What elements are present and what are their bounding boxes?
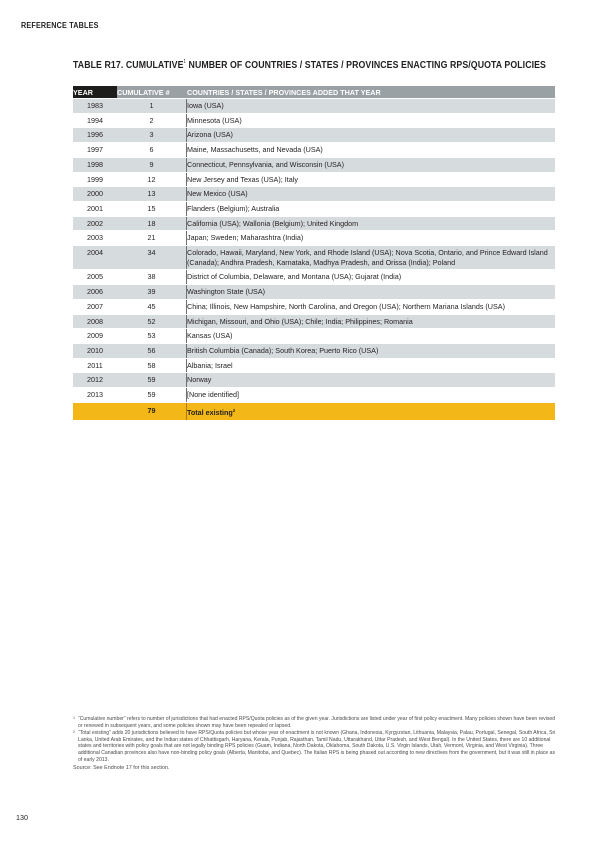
table-row [73,344,555,358]
footnote-text: “Total existing” adds 20 jurisdictions believed to have RPS/Quota policies but whose year of enactment is not known (Ghana, Indonesia, Kyrgyzstan, Lithuania, Malaysia, Palau, Portugal, Senegal, South Africa, Sri Lanka, United Arab Emirates, and the Indian states of Chhattisgarh, Haryana, Kerala, Punjab, Rajasthan, Tamil Nadu, Uttarakhand, Uttar Pradesh, and West Bengal). In the United States, there are 10 additional states and territories with policy goals that are not legally binding RPS policies (Guam, Indiana, North Dakota, Oklahoma, South Dakota, U.S. Virgin Islands, Utah, Vermont, Virginia, and West Virginia). Three additional Canadian provinces also have non-binding policy goals (Alberta, Manitoba, and Quebec). The Italian RPS is being phased out according to new directives from the government, but it was still in place as of early 2013. [78,730,556,763]
table-row [73,158,555,172]
year-cell: 1983 [73,99,117,113]
table-row [73,300,555,314]
countries-cell: New Jersey and Texas (USA); Italy [187,173,555,187]
total-year-cell [73,403,117,421]
countries-cell: Japan; Sweden; Maharashtra (India) [187,231,555,245]
year-cell: 1998 [73,158,117,172]
cumulative-cell: 39 [117,285,187,299]
table-header-row [73,86,555,98]
cumulative-cell: 12 [117,173,187,187]
countries-cell: Maine, Massachusetts, and Nevada (USA) [187,143,555,157]
year-cell: 2003 [73,231,117,245]
footnote-2 [73,730,559,763]
total-footnote-ref: 2 [232,407,236,413]
table-row [73,202,555,216]
table-row [73,359,555,373]
table-row [73,217,555,231]
column-header-cumulative: CUMULATIVE # [117,86,187,98]
countries-cell: District of Columbia, Delaware, and Montana (USA); Gujarat (India) [187,270,555,284]
year-cell: 2011 [73,359,117,373]
countries-cell: Iowa (USA) [187,99,555,113]
cumulative-cell: 52 [117,315,187,329]
year-cell: 2012 [73,373,117,387]
year-cell: 2002 [73,217,117,231]
countries-cell: Colorado, Hawaii, Maryland, New York, and Rhode Island (USA); Nova Scotia, Ontario, and Prince Edward Island (Canada); Andhra Pradesh, Karnataka, Madhya Pradesh, and Orissa (India); Poland [187,246,555,269]
year-cell: 2000 [73,187,117,201]
countries-cell: New Mexico (USA) [187,187,555,201]
cumulative-cell: 34 [117,246,187,269]
cumulative-cell: 58 [117,359,187,373]
table-row [73,173,555,187]
cumulative-cell: 59 [117,373,187,387]
countries-cell: Albania; Israel [187,359,555,373]
page-number: 130 [16,813,28,822]
countries-cell: Arizona (USA) [187,128,555,142]
countries-cell: Flanders (Belgium); Australia [187,202,555,216]
countries-cell: Washington State (USA) [187,285,555,299]
year-cell: 2006 [73,285,117,299]
table-title [73,59,546,71]
column-header-year: YEAR [73,86,117,98]
year-cell: 2007 [73,300,117,314]
table-row [73,143,555,157]
cumulative-cell: 18 [117,217,187,231]
cumulative-cell: 53 [117,329,187,343]
footnote-text: “Cumulative number” refers to number of jurisdictions that had enacted RPS/Quota policies as of the given year. Jurisdictions are listed under year of first policy enactment. Many policies shown have been revised or renewed in subsequent years, and some policies shown may have been repealed or lapsed. [78,716,556,729]
cumulative-cell: 9 [117,158,187,172]
year-cell: 2010 [73,344,117,358]
cumulative-cell: 13 [117,187,187,201]
year-cell: 2004 [73,246,117,269]
cumulative-cell: 3 [117,128,187,142]
cumulative-cell: 38 [117,270,187,284]
countries-cell: Norway [187,373,555,387]
rps-table [73,85,555,421]
total-row [73,403,555,421]
cumulative-cell: 21 [117,231,187,245]
table-row [73,329,555,343]
countries-cell: California (USA); Wallonia (Belgium); United Kingdom [187,217,555,231]
year-cell: 2005 [73,270,117,284]
countries-cell: Kansas (USA) [187,329,555,343]
table-row [73,388,555,402]
table-title-main: TABLE R17. CUMULATIVE [73,60,184,71]
year-cell: 2009 [73,329,117,343]
table-row [73,99,555,113]
table-title-footnote-ref: 1 [183,59,187,65]
cumulative-cell: 45 [117,300,187,314]
cumulative-cell: 1 [117,99,187,113]
cumulative-cell: 15 [117,202,187,216]
table-row [73,114,555,128]
countries-cell: Michigan, Missouri, and Ohio (USA); Chile; India; Philippines; Romania [187,315,555,329]
year-cell: 1994 [73,114,117,128]
countries-cell: China; Illinois, New Hampshire, North Carolina, and Oregon (USA); Northern Mariana Islands (USA) [187,300,555,314]
total-cumulative-cell: 79 [117,403,187,421]
year-cell: 1997 [73,143,117,157]
table-row [73,373,555,387]
table-row [73,285,555,299]
footnote-mark: 2 [73,730,75,735]
year-cell: 2008 [73,315,117,329]
table-row [73,231,555,245]
cumulative-cell: 6 [117,143,187,157]
column-header-countries: COUNTRIES / STATES / PROVINCES ADDED THAT YEAR [187,86,555,98]
total-label-cell [187,403,555,421]
footnotes [73,716,559,772]
cumulative-cell: 56 [117,344,187,358]
footnote-mark: 1 [73,716,75,720]
section-label: REFERENCE TABLES [21,21,99,30]
countries-cell: British Columbia (Canada); South Korea; Puerto Rico (USA) [187,344,555,358]
table-row [73,270,555,284]
footnote-1 [73,716,559,729]
table-row [73,315,555,329]
cumulative-cell: 2 [117,114,187,128]
countries-cell: Minnesota (USA) [187,114,555,128]
table-row [73,187,555,201]
countries-cell: Connecticut, Pennsylvania, and Wisconsin (USA) [187,158,555,172]
table-body [73,99,555,402]
countries-cell: [None identified] [187,388,555,402]
year-cell: 1999 [73,173,117,187]
table-title-rest: NUMBER OF COUNTRIES / STATES / PROVINCES ENACTING RPS/QUOTA POLICIES [186,60,546,71]
year-cell: 1996 [73,128,117,142]
year-cell: 2013 [73,388,117,402]
source-note: Source: See Endnote 17 for this section. [73,765,170,772]
total-label: Total existing [187,407,233,417]
table-row [73,128,555,142]
year-cell: 2001 [73,202,117,216]
table-row [73,246,555,269]
cumulative-cell: 59 [117,388,187,402]
